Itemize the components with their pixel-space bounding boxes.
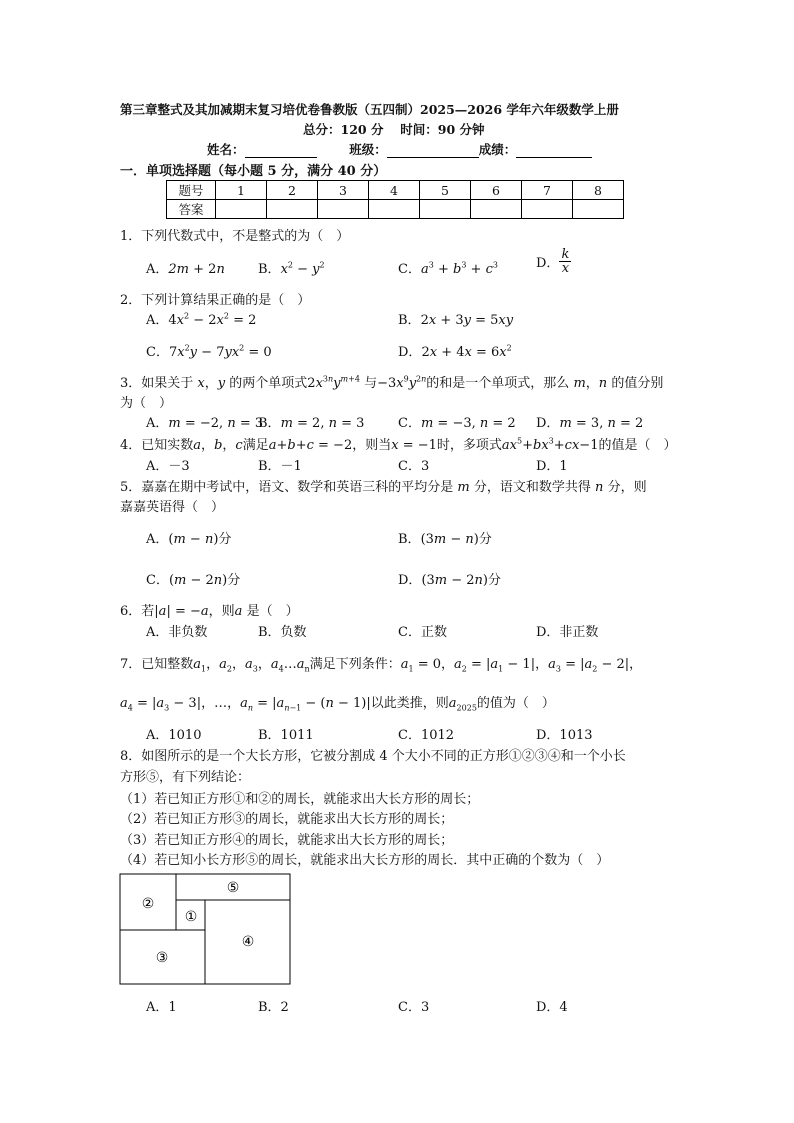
answer-cell[interactable]	[471, 200, 522, 219]
q6-option-d[interactable]: D．非正数	[536, 625, 599, 640]
q5-option-b[interactable]: B．(3m − n)分	[398, 532, 492, 547]
q8-statement-2: （2）若已知正方形③的周长，就能求出大长方形的周长；	[120, 812, 454, 827]
q1-option-a[interactable]: A．2m + 2n	[146, 262, 225, 277]
q8-option-b[interactable]: B．2	[258, 1000, 289, 1015]
q2-option-c[interactable]: C．$7x^2y - 7yx^2 = 0$	[146, 343, 272, 360]
answer-cell[interactable]	[420, 200, 471, 219]
q7-option-c[interactable]: C．1012	[398, 728, 455, 743]
answer-cell[interactable]	[216, 200, 267, 219]
table-cell: 8	[573, 181, 624, 200]
q3-option-c[interactable]: C．m = −3, n = 2	[398, 416, 516, 431]
q5-stem-line2: 嘉嘉英语得（ ）	[120, 500, 225, 515]
q7-option-b[interactable]: B．1011	[258, 728, 314, 743]
q8-statement-4: （4）若已知小长方形⑤的周长，就能求出大长方形的周长．其中正确的个数为（ ）	[120, 853, 610, 868]
q2-option-b[interactable]: B．2x + 3y = 5xy	[398, 313, 514, 328]
q8-option-c[interactable]: C．3	[398, 1000, 430, 1015]
answer-cell[interactable]	[522, 200, 573, 219]
table-cell: 2	[267, 181, 318, 200]
q5-option-d[interactable]: D．(3m − 2n)分	[398, 573, 502, 588]
label-2: ②	[141, 896, 155, 912]
q8-stem: 8．如图所示的是一个大长方形，它被分割成 4 个大小不同的正方形①②③④和一个小长	[120, 749, 626, 764]
label-3: ③	[155, 950, 169, 966]
q8-option-d[interactable]: D．4	[536, 1000, 568, 1015]
table-cell: 5	[420, 181, 471, 200]
q6-option-c[interactable]: C．正数	[398, 625, 447, 640]
table-row	[167, 181, 624, 200]
score-time: 总分：120 分 时间：90 分钟	[303, 122, 485, 137]
table-cell: 7	[522, 181, 573, 200]
answer-cell[interactable]	[267, 200, 318, 219]
exam-title: 第三章整式及其加减期末复习培优卷鲁教版（五四制）2025—2026 学年六年级数学上册	[120, 102, 619, 117]
q4-stem: 4．已知实数a，b，c满足a+b+c = −2，则当x = −1时，多项式$ax^5+bx^3+cx-1$的值是（ ）	[120, 436, 677, 453]
table-cell-label: 答案	[167, 200, 216, 219]
table-cell: 4	[369, 181, 420, 200]
q3-stem-line2: 为（ ）	[120, 396, 173, 411]
q2-option-a[interactable]: A．$4x^2 - 2x^2 = 2$	[146, 311, 257, 328]
q2-stem: 2．下列计算结果正确的是（ ）	[120, 293, 311, 308]
label-4: ④	[241, 934, 255, 950]
table-cell: 3	[318, 181, 369, 200]
q5-option-a[interactable]: A．(m − n)分	[146, 532, 232, 547]
answer-cell[interactable]	[369, 200, 420, 219]
answer-cell[interactable]	[573, 200, 624, 219]
q4-option-b[interactable]: B．－1	[258, 459, 302, 474]
q1-option-b[interactable]: B．$x^2 - y^2$	[258, 260, 325, 277]
grade-field[interactable]	[516, 157, 592, 158]
q8-stem-line2: 方形⑤，有下列结论：	[120, 770, 251, 785]
q3-stem: 3．如果关于 x，y 的两个单项式$2x^{3n}y^{m+4}$ 与$-3x^9y^{2n}$的和是一个单项式，那么 m，n 的值分别	[120, 374, 664, 391]
table-cell-label: 题号	[167, 181, 216, 200]
q8-statement-1: （1）若已知正方形①和②的周长，就能求出大长方形的周长；	[120, 792, 480, 807]
q8-statement-3: （3）若已知正方形④的周长，就能求出大长方形的周长；	[120, 833, 454, 848]
info-line	[207, 140, 592, 158]
q4-option-d[interactable]: D．1	[536, 459, 568, 474]
answer-cell[interactable]	[318, 200, 369, 219]
name-label: 姓名：	[207, 142, 245, 157]
table-row	[167, 200, 624, 219]
q2-option-d[interactable]: D．$2x + 4x = 6x^2$	[398, 343, 512, 360]
q4-option-a[interactable]: A．－3	[146, 459, 190, 474]
q3-option-b[interactable]: B．m = 2, n = 3	[258, 416, 365, 431]
q6-option-a[interactable]: A．非负数	[146, 625, 208, 640]
q8-option-a[interactable]: A．1	[146, 1000, 177, 1015]
q1-option-c[interactable]: C．$a^3 + b^3 + c^3$	[398, 260, 498, 277]
label-5: ⑤	[226, 880, 240, 896]
q6-stem: 6．若|a| = −a，则a 是（ ）	[120, 604, 299, 619]
label-1: ①	[184, 909, 198, 925]
q7-option-a[interactable]: A．1010	[146, 728, 202, 743]
q3-option-d[interactable]: D．m = 3, n = 2	[536, 416, 644, 431]
table-cell: 6	[471, 181, 522, 200]
q4-option-c[interactable]: C．3	[398, 459, 430, 474]
answer-table	[166, 180, 624, 219]
q1-option-d[interactable]: D． $\frac{k}{x}$	[536, 247, 570, 276]
table-cell: 1	[216, 181, 267, 200]
q5-stem: 5．嘉嘉在期中考试中，语文、数学和英语三科的平均分是 m 分，语文和数学共得 n 分，则	[120, 480, 647, 495]
q3-option-a[interactable]: A．m = −2, n = 3	[146, 416, 264, 431]
q5-option-c[interactable]: C．(m − 2n)分	[146, 573, 241, 588]
q7-stem-line2: $a_4 = |a_3 - 3|$，…，$a_n = |a_{n-1} - (n - 1)|$以此类推，则$a_{2025}$的值为（ ）	[120, 696, 555, 713]
q8-rectangle-figure	[118, 872, 294, 988]
class-field[interactable]	[387, 157, 479, 158]
q1-stem: 1．下列代数式中，不是整式的为（ ）	[120, 229, 350, 244]
name-field[interactable]	[245, 157, 317, 158]
q7-stem: 7．已知整数$a_1$，$a_2$，$a_3$，$a_4\dots a_n$满足下列条件：$a_1 = 0$，$a_2 = |a_1 - 1|$，$a_3 = |a_2 - 2|$，	[120, 657, 643, 674]
q7-option-d[interactable]: D．1013	[536, 728, 593, 743]
q6-option-b[interactable]: B．负数	[258, 625, 307, 640]
section-heading: 一．单项选择题（每小题 5 分，满分 40 分）	[120, 164, 387, 179]
class-label: 班级：	[349, 142, 387, 157]
grade-label: 成绩：	[478, 142, 517, 157]
